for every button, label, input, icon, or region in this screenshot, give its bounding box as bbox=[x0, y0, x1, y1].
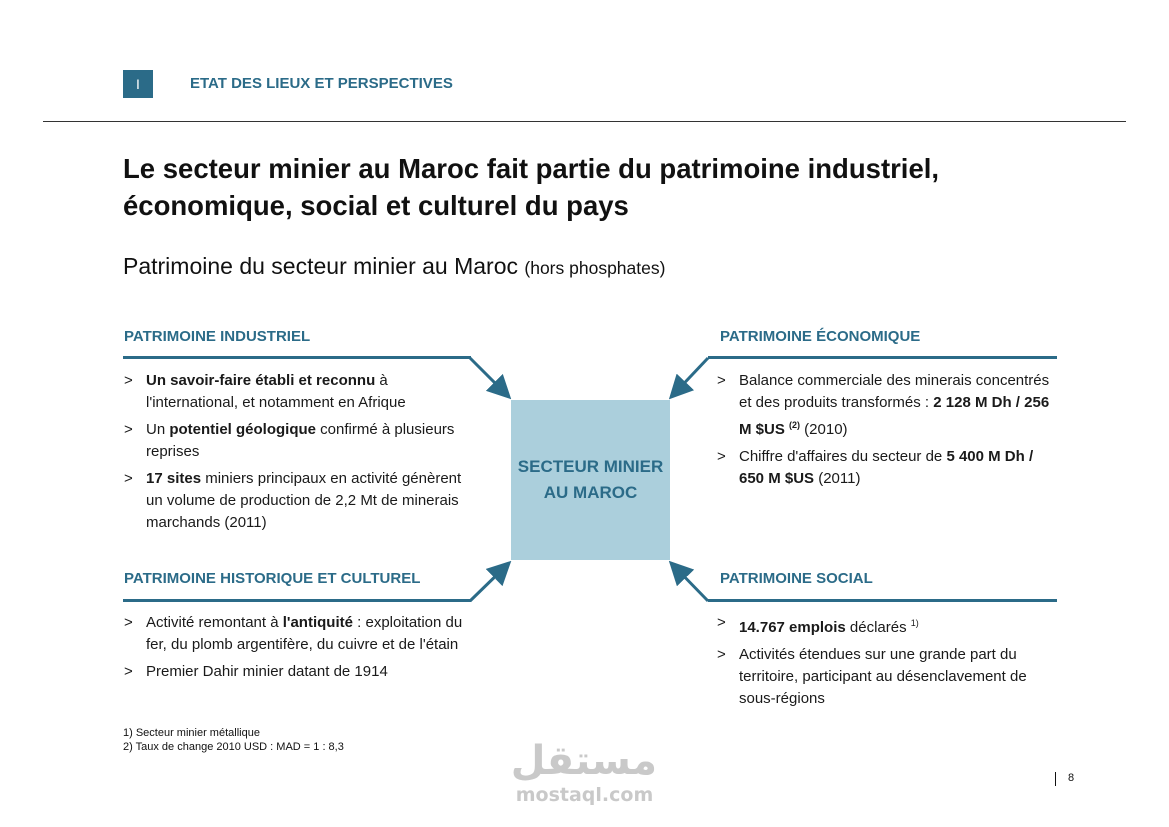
chevron-icon: > bbox=[717, 372, 726, 389]
list-item: > Activités étendues sur une grande part du territoire, participant au désenclavement de sous-régions bbox=[717, 646, 1027, 707]
chevron-icon: > bbox=[124, 614, 133, 631]
rule-historique bbox=[123, 599, 471, 602]
footnotes bbox=[123, 726, 344, 754]
section-number-badge: I bbox=[123, 70, 153, 98]
label-patrimoine-historique: PATRIMOINE HISTORIQUE ET CULTUREL bbox=[124, 570, 421, 587]
page-number-divider bbox=[1055, 772, 1056, 786]
label-patrimoine-economique: PATRIMOINE ÉCONOMIQUE bbox=[720, 328, 921, 345]
list-item: > 14.767 emplois déclarés $^{1)}$ bbox=[717, 614, 919, 636]
list-item: > Activité remontant à l'antiquité : exploitation du fer, du plomb argentifère, du cuivre et de l'étain bbox=[124, 614, 463, 653]
chevron-icon: > bbox=[717, 448, 726, 465]
footnote-2: 2) Taux de change 2010 USD : MAD = 1 : 8,3 bbox=[123, 741, 344, 753]
section-title: ETAT DES LIEUX ET PERSPECTIVES bbox=[190, 75, 453, 92]
list-item: > Balance commerciale des minerais concentrés et des produits transformés : 2 128 M Dh / 256 M $US $^{(2)}$ (2010) bbox=[717, 372, 1050, 438]
watermark-logo bbox=[512, 738, 657, 806]
chevron-icon: > bbox=[717, 614, 726, 631]
list-social bbox=[717, 612, 1037, 715]
page-number: 8 bbox=[1068, 772, 1075, 784]
list-item: > Premier Dahir minier datant de 1914 bbox=[124, 661, 469, 683]
arrow-top-left bbox=[470, 358, 507, 395]
list-item: > Un potentiel géologique confirmé à plusieurs reprises bbox=[124, 421, 455, 460]
arrow-bottom-left bbox=[470, 565, 507, 601]
rule-social bbox=[708, 599, 1057, 602]
watermark-arabic: مستقل bbox=[510, 738, 657, 784]
arrow-bottom-right bbox=[673, 565, 708, 601]
center-box-secteur-minier bbox=[511, 400, 670, 560]
rule-industriel bbox=[123, 356, 471, 359]
arrow-top-right bbox=[673, 358, 708, 395]
chevron-icon: > bbox=[124, 421, 133, 438]
list-economique bbox=[717, 370, 1052, 495]
list-item: > Chiffre d'affaires du secteur de 5 400 M Dh / 650 M $US (2011) bbox=[717, 448, 1034, 487]
rule-economique bbox=[708, 356, 1057, 359]
page-title-line-1: Le secteur minier au Maroc fait partie du patrimoine industriel, bbox=[123, 153, 940, 184]
page-title-line-2: économique, social et culturel du pays bbox=[123, 190, 629, 221]
footnote-1: 1) Secteur minier métallique bbox=[123, 727, 260, 739]
chevron-icon: > bbox=[717, 646, 726, 663]
center-label-line-2: AU MAROC bbox=[543, 483, 638, 502]
list-industriel bbox=[124, 370, 469, 539]
chevron-icon: > bbox=[124, 372, 133, 389]
center-label-line-1: SECTEUR MINIER bbox=[517, 457, 664, 476]
label-patrimoine-social: PATRIMOINE SOCIAL bbox=[720, 570, 873, 587]
watermark-latin: mostaql.com bbox=[515, 784, 654, 806]
list-item: > Un savoir-faire établi et reconnu à l'international, et notamment en Afrique bbox=[124, 372, 406, 411]
list-item: > 17 sites miniers principaux en activité génèrent un volume de production de 2,2 Mt de minerais marchands (2011) bbox=[124, 470, 462, 531]
chevron-icon: > bbox=[124, 663, 133, 680]
label-patrimoine-industriel: PATRIMOINE INDUSTRIEL bbox=[124, 328, 311, 345]
subtitle-note: (hors phosphates) bbox=[524, 258, 666, 278]
chevron-icon: > bbox=[124, 470, 133, 487]
subtitle-main: Patrimoine du secteur minier au Maroc bbox=[123, 253, 518, 279]
list-historique bbox=[124, 612, 469, 688]
